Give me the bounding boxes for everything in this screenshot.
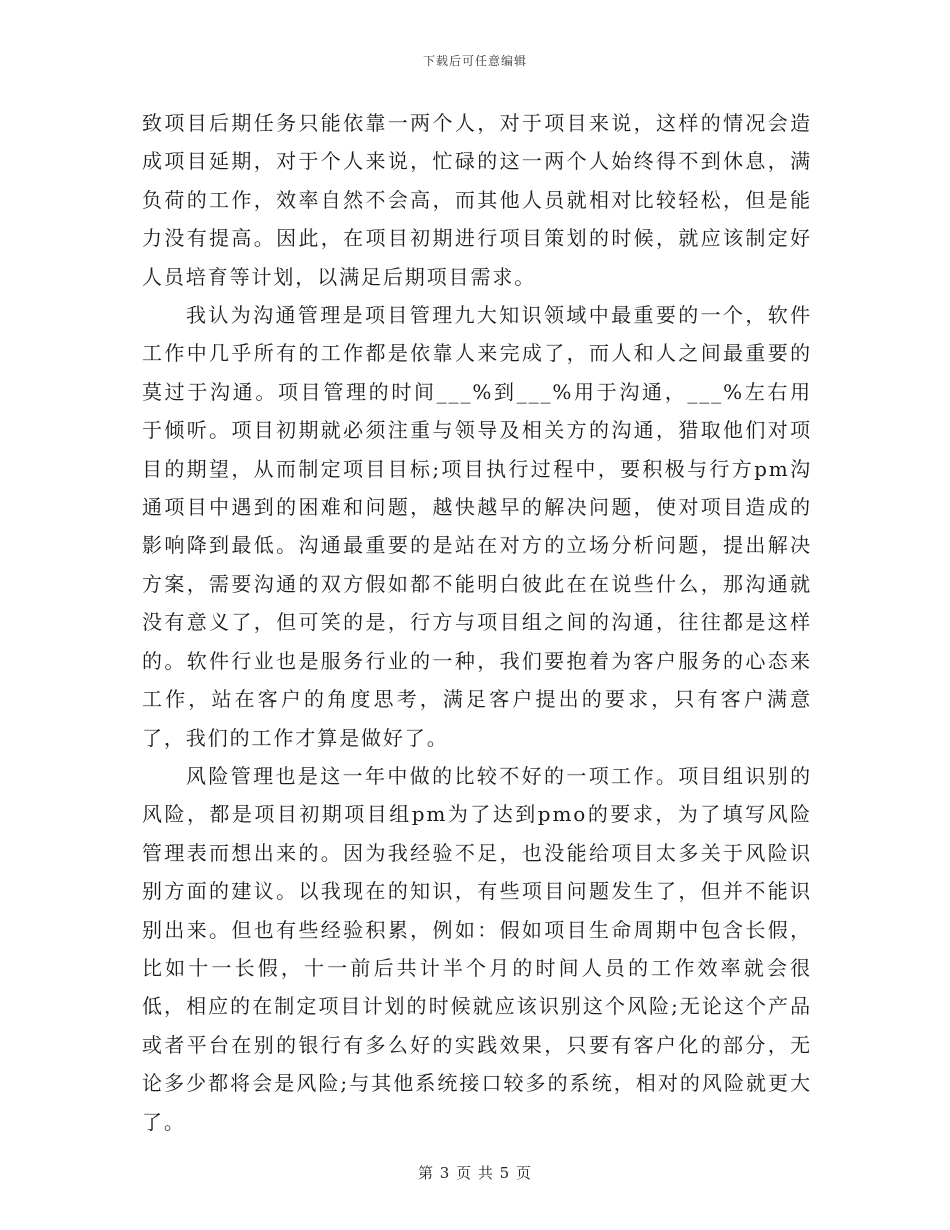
page-footer-page-number: 第 3 页 共 5 页 [418,1164,532,1182]
paragraph-continuation: 致项目后期任务只能依靠一两个人，对于项目来说，这样的情况会造成项目延期，对于个人来说，忙碌的这一两个人始终得不到休息，满负荷的工作，效率自然不会高，而其他人员就相对比较轻松，但是能力没有提高。因此，在项目初期进行项目策划的时候，就应该制定好人员培育等计划，以满足后期项目需求。 [142,111,812,289]
paragraph-risk-management: 风险管理也是这一年中做的比较不好的一项工作。项目组识别的风险，都是项目初期项目组pm为了达到pmo的要求，为了填写风险管理表而想出来的。因为我经验不足，也没能给项目太多关于风险识别方面的建议。以我现在的知识，有些项目问题发生了，但并不能识别出来。但也有些经验积累，例如：假如项目生命周期中包含长假，比如十一长假，十一前后共计半个月的时间人员的工作效率就会很低，相应的在制定项目计划的时候就应该识别这个风险;无论这个产品或者平台在别的银行有多么好的实践效果，只要有客户化的部分，无论多少都将会是风险;与其他系统接口较多的系统，相对的风险就更大了。 [142,763,812,1134]
paragraph-communication-management: 我认为沟通管理是项目管理九大知识领域中最重要的一个，软件工作中几乎所有的工作都是依靠人来完成了，而人和人之间最重要的莫过于沟通。项目管理的时间___%到___%用于沟通，___%左右用于倾听。项目初期就必须注重与领导及相关方的沟通，猎取他们对项目的期望，从而制定项目目标;项目执行过程中，要积极与行方pm沟通项目中遇到的困难和问题，越快越早的解决问题，使对项目造成的影响降到最低。沟通最重要的是站在对方的立场分析问题，提出解决方案，需要沟通的双方假如都不能明白彼此在在说些什么，那沟通就没有意义了，但可笑的是，行方与项目组之间的沟通，往往都是这样的。软件行业也是服务行业的一种，我们要抱着为客户服务的心态来工作，站在客户的角度思考，满足客户提出的要求，只有客户满意了，我们的工作才算是做好了。 [142,303,812,750]
page-header: 下载后可任意编辑 [422,54,527,68]
document-body [142,104,812,1141]
